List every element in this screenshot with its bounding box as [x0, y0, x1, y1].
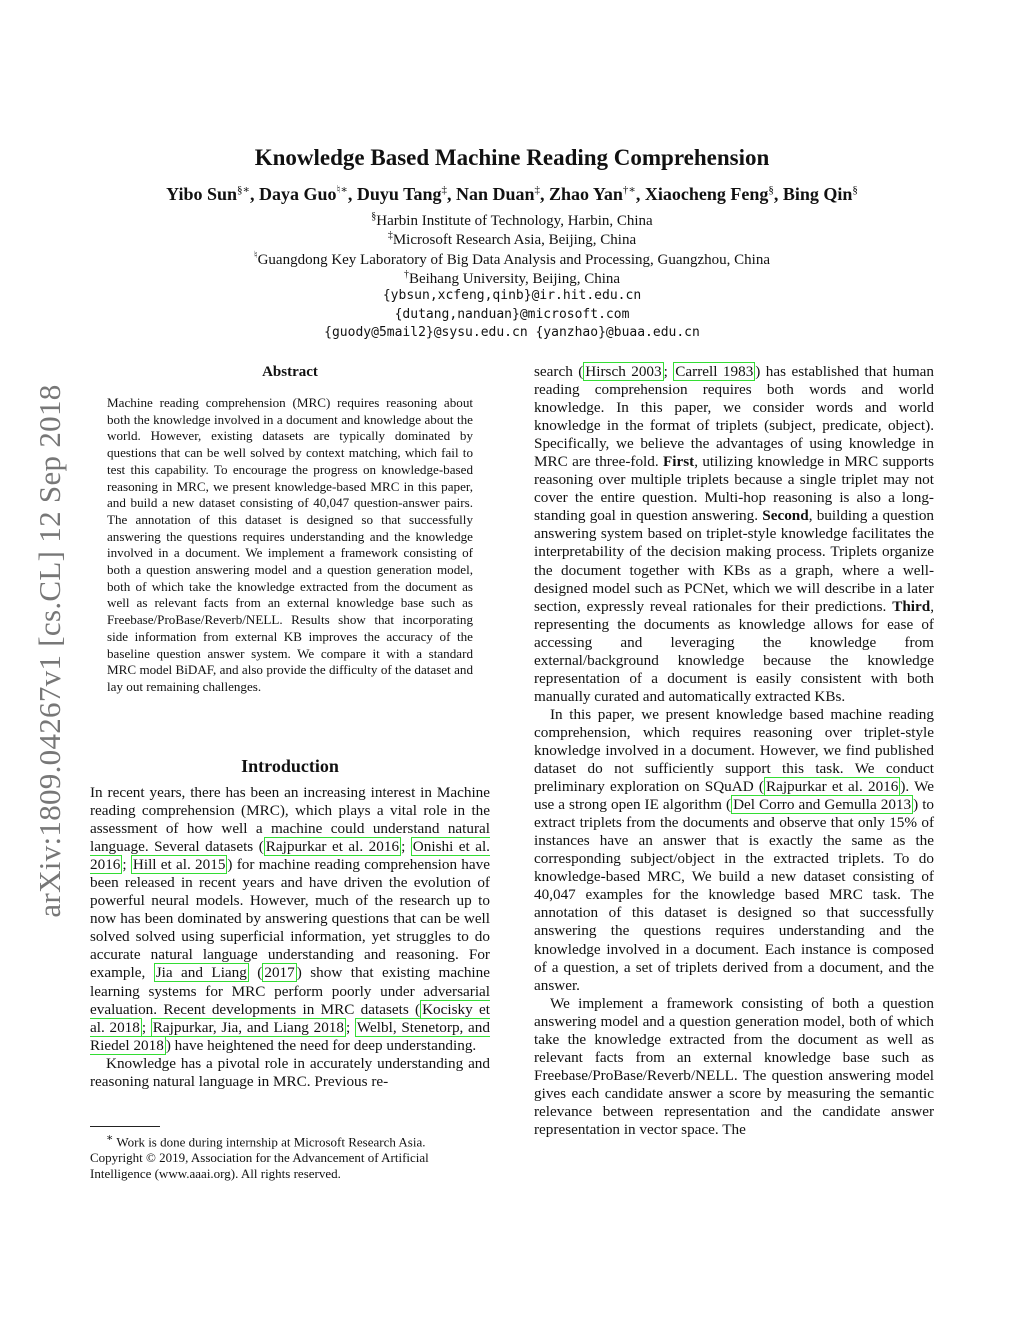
author-mark: §∗ — [236, 184, 250, 196]
author-mark: ♮∗ — [336, 184, 348, 196]
citation-link[interactable]: Rajpurkar, Jia, and Liang 2018 — [152, 1018, 344, 1036]
author-list: Yibo Sun§∗, Daya Guo♮∗, Duyu Tang‡, Nan Duan‡, Zhao Yan†∗, Xiaocheng Feng§, Bing Qin§ — [166, 184, 858, 204]
abstract-heading: Abstract — [262, 364, 318, 380]
introduction-body — [90, 784, 490, 1091]
arxiv-identifier-text: arXiv:1809.04267v1 [cs.CL] 12 Sep 2018 — [32, 384, 67, 918]
citation-link[interactable]: Rajpurkar et al. 2016 — [765, 778, 899, 796]
paragraph: In this paper, we present knowledge based machine reading comprehension, which requires reasoning over triplet-style knowledge involved in a document. However, we find published dataset do not sufficiently support this task. We conduct preliminary exploration on SQuAD ( Rajpurkar et al. 2016 ). We use a strong open IE algorithm ( Del Corro and Gemulla 2013 ) to extract triplets from the documents and observe that only 15% of instances have an answer that is exactly the same as the corresponding subject/object in the extracted triplets. To do knowledge-based MRC, We build a new dataset consisting of 40,047 examples for the knowledge based MRC task. The annotation of this dataset is designed so that successfully answering the questions requires understanding and the knowledge involved in a document. Each instance is composed of a question, a set of triplets derived from a document, and the answer. — [534, 705, 935, 994]
footnote — [90, 1130, 490, 1182]
copyright-notice: Copyright © 2019, Association for the Advancement of Artificial Intelligence (www.aaai.org). All rights reserved. — [90, 1150, 429, 1182]
citation-link[interactable]: Del Corro and Gemulla 2013 — [733, 796, 912, 814]
citation-link[interactable]: Hirsch 2003 — [585, 363, 662, 380]
author-name: Daya Guo — [258, 184, 337, 204]
paragraph: In recent years, there has been an increasing interest in Machine reading comprehension (MRC), which plays a vital role in the assessment of how well a machine could understand natural language. Several datasets ( Rajpurkar et al. 2016 ; Onishi et al. 2016 ; Hill et al. 2015 ) for machine reading comprehension have been released in recent years and have driven the evolution of powerful neural models. However, much of the research up to now has been dominated by answering questions that can be well solved solved using superficial information, yet struggles to do accurate natural language understanding and reasoning. For example, Jia and Liang ( 2017 ) show that existing machine learning systems for MRC perform poorly under adversarial evaluation. Recent developments in MRC datasets ( Kocisky et al. 2018 ; Rajpurkar, Jia, and Liang 2018 ; Welbl, Stenetorp, and Riedel 2018 ) have heightened the need for deep understanding. — [90, 784, 490, 1054]
right-column — [534, 363, 934, 1139]
author-mark: †∗ — [622, 184, 636, 196]
author-mark: § — [852, 184, 858, 196]
paragraph: Knowledge has a pivotal role in accurately understanding and reasoning natural language in MRC. Previous re- — [90, 1054, 490, 1090]
author-name: Yibo Sun — [166, 184, 237, 204]
citation-link[interactable]: Kocisky et al. 2018 — [90, 1000, 490, 1036]
affiliation: †Beihang University, Beijing, China — [403, 269, 621, 287]
affiliation: ♮Guangdong Key Laboratory of Big Data Analysis and Processing, Guangzhou, China — [254, 250, 770, 268]
citation-link[interactable]: Carrell 1983 — [675, 363, 754, 380]
citation-link[interactable]: 2017 — [264, 964, 295, 982]
paragraph: We implement a framework consisting of both a question answering model and a question generation model, both of which take the knowledge extracted from the document as well as relevant facts from an external knowledge base such as Freebase/ProBase/Reverb/NELL. The question answering model gives each candidate answer a score by measuring the semantic relevance between representation and the candidate answer representation in vector space. The — [534, 994, 934, 1138]
affiliation: §Harbin Institute of Technology, Harbin, China — [371, 211, 653, 229]
abstract-text: Machine reading comprehension (MRC) requires reasoning about both the knowledge involved in a document and knowledge about the world. However, existing datasets are typically dominated by questions that can be well solved by context matching, which fail to test this capability. To encourage the progress on knowledge-based reasoning in MRC, we present knowledge-based MRC in this paper, and build a new dataset consisting of 40,047 question-answer pairs. The annotation of this dataset is designed so that successfully answering the questions requires understanding and the knowledge involved in a document. We implement a framework consisting of both a question answering model and a question generation model, both of which take the knowledge extracted from the document as well as relevant facts from an external knowledge base such as Freebase/ProBase/Reverb/NELL. Results show that incorporating side information from external KB improves the accuracy of the baseline question answer system. We compare it with a standard MRC model BiDAF, and also provide the difficulty of the dataset and lay out remaining challenges. — [107, 395, 473, 694]
author-mark: ‡ — [441, 184, 447, 196]
paragraph: search ( Hirsch 2003 ; Carrell 1983 ) has established that human reading comprehension requires both words and world knowledge. In this paper, we consider words and world knowledge in the format of triplets (subject, predicate, object). Specifically, we believe the advantages of using knowledge in MRC are three-fold. First, utilizing knowledge in MRC supports reasoning over multiple triplets because a single triplet may not cover the entire question. Multi-hop reasoning is also a long-standing goal in question answering. Second, building a question answering system based on triplet-style knowledge facilitates the interpretability of the decision making process. Triplets organize the document together with KBs as a graph, where a well-designed model such as PCNet, which we will describe in a later section, expressly reveal rationales for their predictions. Third, representing the documents as knowledge allows for ease of accessing and leveraging the knowledge from external/background knowledge because the knowledge representation of a document is easily consistent with both manually curated and automatically extracted KBs. — [534, 363, 935, 705]
citation-link[interactable]: Hill et al. 2015 — [132, 856, 226, 874]
author-mark: § — [768, 184, 774, 196]
author-name: Duyu Tang — [356, 184, 442, 204]
author-mark: ‡ — [534, 184, 540, 196]
introduction-heading: Introduction — [241, 756, 339, 776]
author-name: Xiaocheng Feng — [644, 184, 769, 204]
email-line: {dutang,nanduan}@microsoft.com — [394, 307, 630, 322]
footnote-mark: ∗ — [106, 1132, 114, 1144]
author-name: Bing Qin — [782, 184, 853, 204]
email-line: {ybsun,xcfeng,qinb}@ir.hit.edu.cn — [382, 288, 642, 303]
abstract-body — [107, 395, 473, 696]
footnote-divider — [90, 1126, 160, 1127]
paper-title: Knowledge Based Machine Reading Comprehension — [254, 145, 770, 170]
affiliation: ‡Microsoft Research Asia, Beijing, China — [387, 230, 637, 248]
citation-link[interactable]: Onishi et al. 2016 — [90, 838, 490, 874]
citation-link[interactable]: Jia and Liang — [155, 964, 247, 982]
citation-link[interactable]: Rajpurkar et al. 2016 — [265, 838, 400, 856]
citation-link[interactable]: Welbl, Stenetorp, and Riedel 2018 — [90, 1018, 490, 1054]
author-name: Nan Duan — [455, 184, 535, 204]
author-name: Zhao Yan — [549, 184, 623, 204]
email-line: {guody@5mail2}@sysu.edu.cn {yanzhao}@buaa.edu.cn — [324, 325, 700, 340]
footnote-text: Work is done during internship at Microsoft Research Asia. — [116, 1134, 426, 1150]
